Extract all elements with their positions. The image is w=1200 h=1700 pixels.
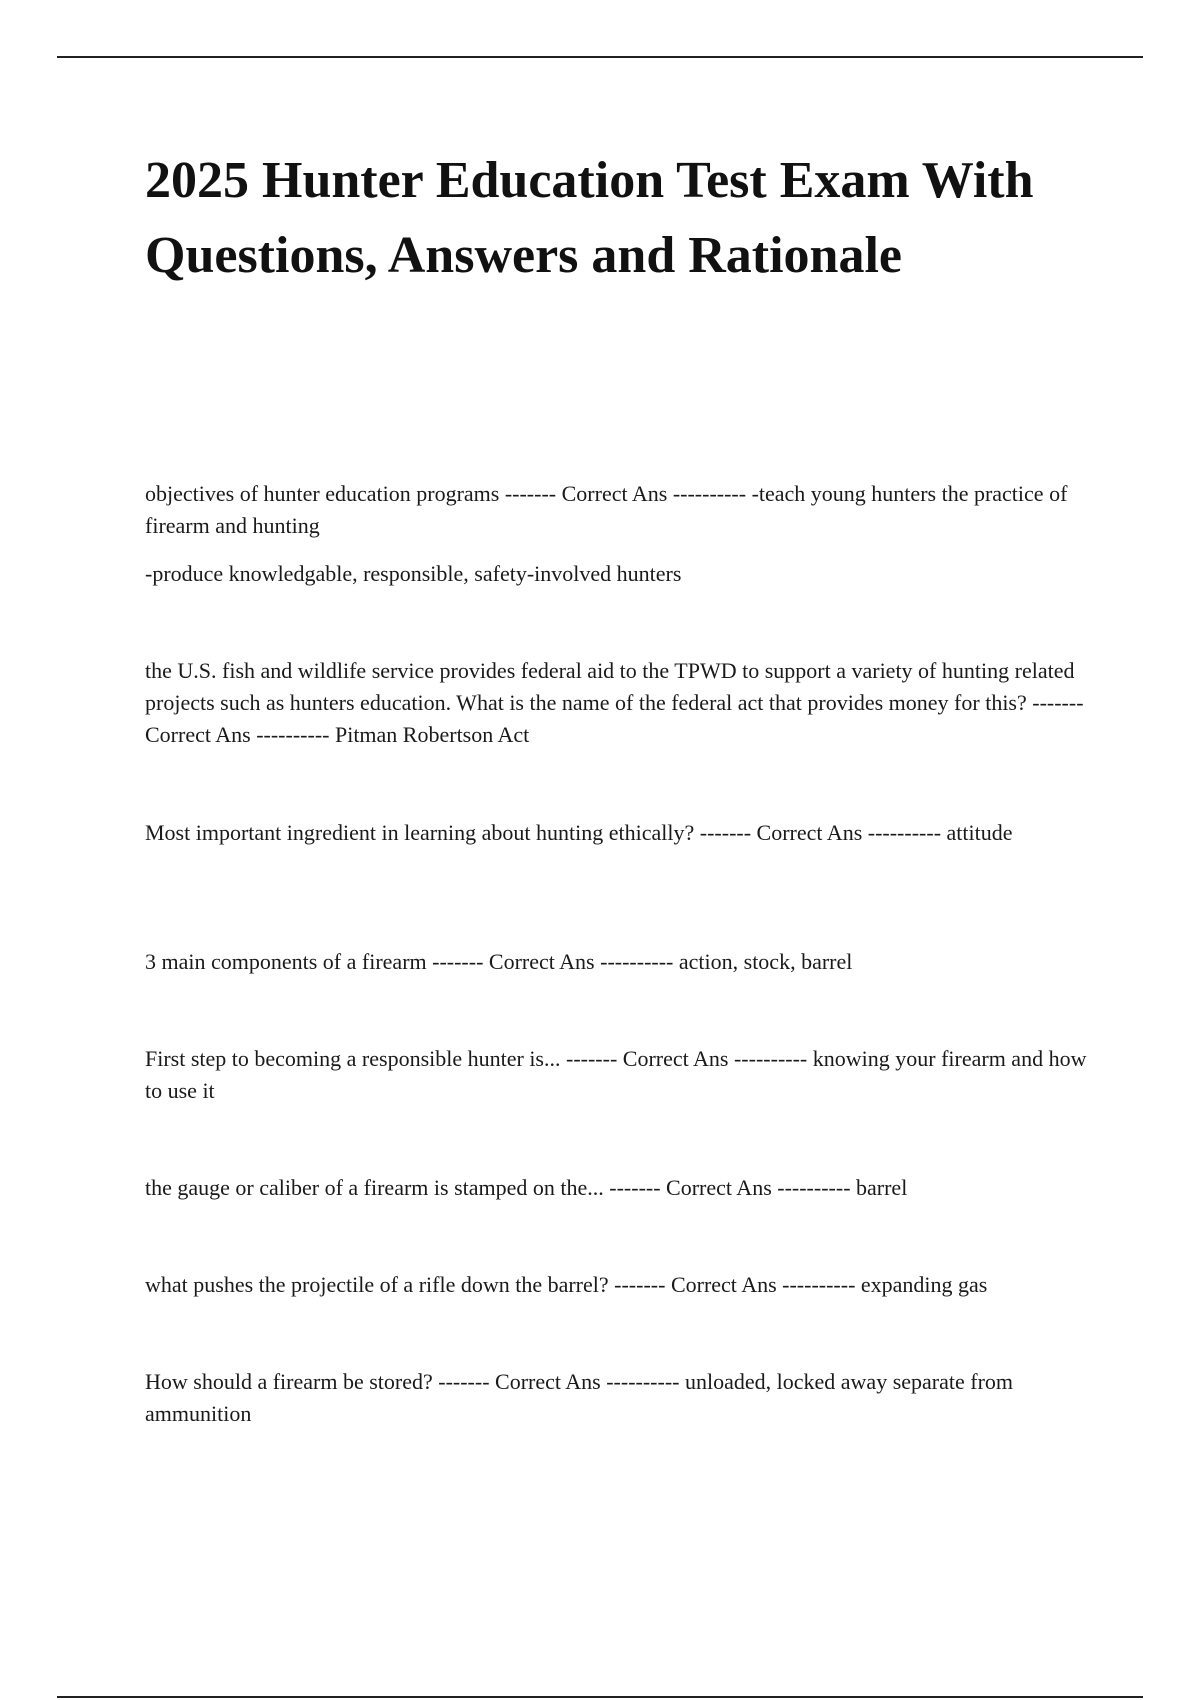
qa-entry-5: First step to becoming a responsible hunter is... ------- Correct Ans ---------- knowing your firearm and how to use it: [145, 1046, 1087, 1103]
qa-entry-8: How should a firearm be stored? ------- Correct Ans ---------- unloaded, locked away separate from ammunition: [145, 1369, 1014, 1426]
document-title: 2025 Hunter Education Test Exam With Questions, Answers and Rationale: [145, 152, 1034, 284]
qa-entry-7: what pushes the projectile of a rifle down the barrel? ------- Correct Ans ---------- expanding gas: [145, 1272, 988, 1297]
top-rule: [57, 56, 1143, 58]
bottom-rule: [57, 1696, 1143, 1698]
qa-entry-2: the U.S. fish and wildlife service provides federal aid to the TPWD to support a variety of hunting related projects such as hunters education. What is the name of the federal act that provides money for this? ------- Correct Ans ---------- Pitman Robertson Act: [145, 658, 1084, 747]
qa-entry-3: Most important ingredient in learning about hunting ethically? ------- Correct Ans ---------- attitude: [145, 820, 1013, 845]
qa-entry-6: the gauge or caliber of a firearm is stamped on the... ------- Correct Ans ---------- barrel: [145, 1175, 908, 1200]
qa-entry-1-continuation: -produce knowledgable, responsible, safety-involved hunters: [145, 561, 682, 586]
qa-entry-1: objectives of hunter education programs ------- Correct Ans ---------- -teach young hunters the practice of firearm and hunting: [145, 481, 1068, 538]
qa-entry-4: 3 main components of a firearm ------- Correct Ans ---------- action, stock, barrel: [145, 949, 853, 974]
